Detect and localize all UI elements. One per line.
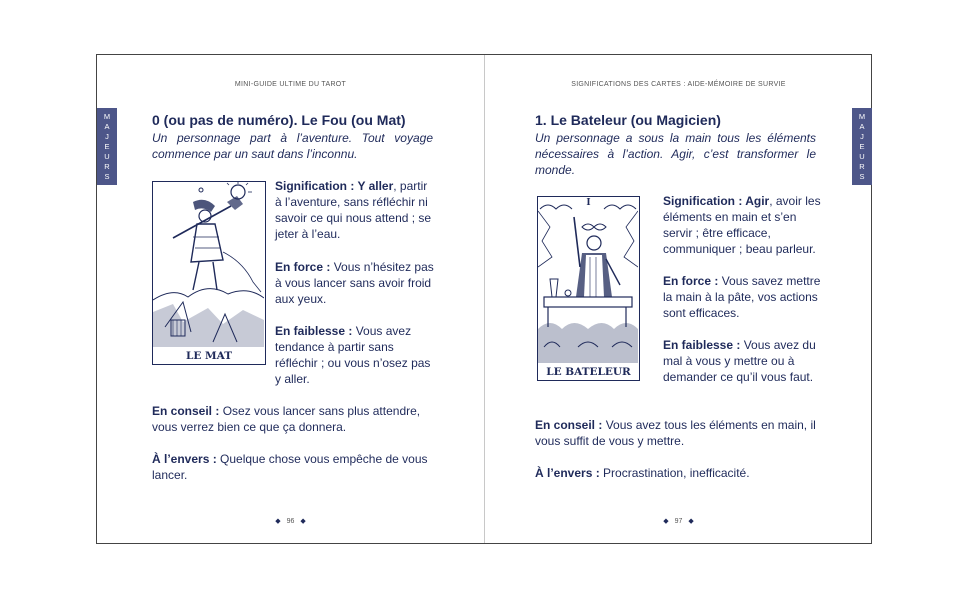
en-force-paragraph: [275, 259, 435, 307]
diamond-icon: ◆: [688, 518, 694, 525]
running-head: MINI-GUIDE ULTIME DU TAROT: [234, 81, 347, 88]
folio-number: 96: [286, 518, 295, 525]
tab-letter: J: [860, 132, 864, 141]
card-title: 0 (ou pas de numéro). Le Fou (ou Mat): [152, 112, 406, 128]
en-conseil-label: En conseil :: [152, 404, 223, 418]
signification-label: Signification :: [275, 179, 358, 193]
en-faiblesse-label: En faiblesse :: [275, 324, 356, 338]
en-conseil-paragraph: [152, 403, 434, 435]
en-force-paragraph: [663, 273, 823, 321]
section-tab: [97, 108, 117, 185]
en-faiblesse-text: Vous avez du mal à vous y mettre ou à demander ce qu’il vous faut.: [663, 338, 816, 384]
fool-illustration: [153, 182, 264, 347]
tarot-card-le-bateleur: [537, 196, 640, 381]
page-number: [97, 517, 484, 525]
a-lenvers-paragraph: [535, 465, 817, 481]
book-spread: [96, 54, 872, 544]
section-tab: [852, 108, 872, 185]
tab-letter: M: [858, 112, 866, 121]
running-head: SIGNIFICATIONS DES CARTES : AIDE-MÉMOIRE DE SURVIE: [571, 81, 786, 88]
tab-letter: E: [104, 142, 110, 151]
en-faiblesse-paragraph: [663, 337, 823, 385]
tab-letter: U: [104, 152, 110, 161]
en-force-text: Vous n’hésitez pas à vous lancer sans avoir froid aux yeux.: [275, 260, 434, 306]
tab-letter: U: [859, 152, 865, 161]
a-lenvers-paragraph: [152, 451, 434, 483]
en-force-text: Vous savez mettre la main à la pâte, vos actions sont efficaces.: [663, 274, 821, 320]
tab-letter: R: [104, 162, 110, 171]
en-conseil-text: Osez vous lancer sans plus attendre, vous verrez bien ce que ça donnera.: [152, 404, 421, 434]
tab-letter: S: [104, 172, 110, 181]
en-conseil-text: Vous avez tous les éléments en main, il vous suffit de vous y mettre.: [535, 418, 816, 448]
a-lenvers-label: À l’envers :: [152, 452, 221, 466]
en-conseil-label: En conseil :: [535, 418, 606, 432]
signification-paragraph: [275, 178, 435, 242]
tab-letter: E: [859, 142, 865, 151]
en-faiblesse-paragraph: [275, 323, 435, 387]
card-name: LE BATELEUR: [546, 366, 631, 378]
en-faiblesse-label: En faiblesse :: [663, 338, 744, 352]
diamond-icon: ◆: [300, 518, 306, 525]
card-title: 1. Le Bateleur (ou Magicien): [535, 112, 721, 128]
en-force-label: En force :: [663, 274, 722, 288]
diamond-icon: ◆: [663, 518, 669, 525]
en-force-label: En force :: [275, 260, 334, 274]
signification-keyword: Y aller: [357, 179, 394, 193]
tab-letter: J: [105, 132, 109, 141]
tab-letter: S: [859, 172, 865, 181]
a-lenvers-text: Quelque chose vous empêche de vous lancer.: [152, 452, 428, 482]
tab-letter: M: [103, 112, 111, 121]
signification-paragraph: [663, 193, 823, 257]
signification-text: , avoir les éléments en main et s’en servir ; être efficace, communiquer ; beau parleur.: [663, 194, 821, 256]
signification-text: , partir à l’aventure, sans réfléchir ni savoir ce qui nous attend ; se jeter à l’eau.: [275, 179, 432, 241]
left-page: [97, 55, 484, 543]
en-conseil-paragraph: [535, 417, 817, 449]
signification-label: Signification :: [663, 194, 746, 208]
magician-illustration: [538, 197, 638, 363]
diamond-icon: ◆: [275, 518, 281, 525]
card-number: I: [586, 198, 591, 208]
folio-number: 97: [674, 518, 683, 525]
tab-letter: A: [104, 122, 110, 131]
card-name: LE MAT: [185, 350, 233, 362]
en-faiblesse-text: Vous avez tendance à partir sans réfléchir ; ou vous n’osez pas y aller.: [275, 324, 431, 386]
card-intro: Un personnage a sous la main tous les éléments nécessaires à l’action. Agir, c’est transformer le monde.: [535, 131, 816, 177]
signification-keyword: Agir: [745, 194, 770, 208]
card-intro: Un personnage part à l’aventure. Tout voyage commence par un saut dans l’inconnu.: [152, 131, 433, 161]
tab-letter: R: [859, 162, 865, 171]
tarot-card-le-mat: [152, 181, 266, 365]
tab-letter: A: [859, 122, 865, 131]
a-lenvers-label: À l’envers :: [535, 466, 604, 480]
right-page: [485, 55, 872, 543]
a-lenvers-text: Procrastination, inefficacité.: [603, 466, 750, 480]
page-number: [485, 517, 872, 525]
